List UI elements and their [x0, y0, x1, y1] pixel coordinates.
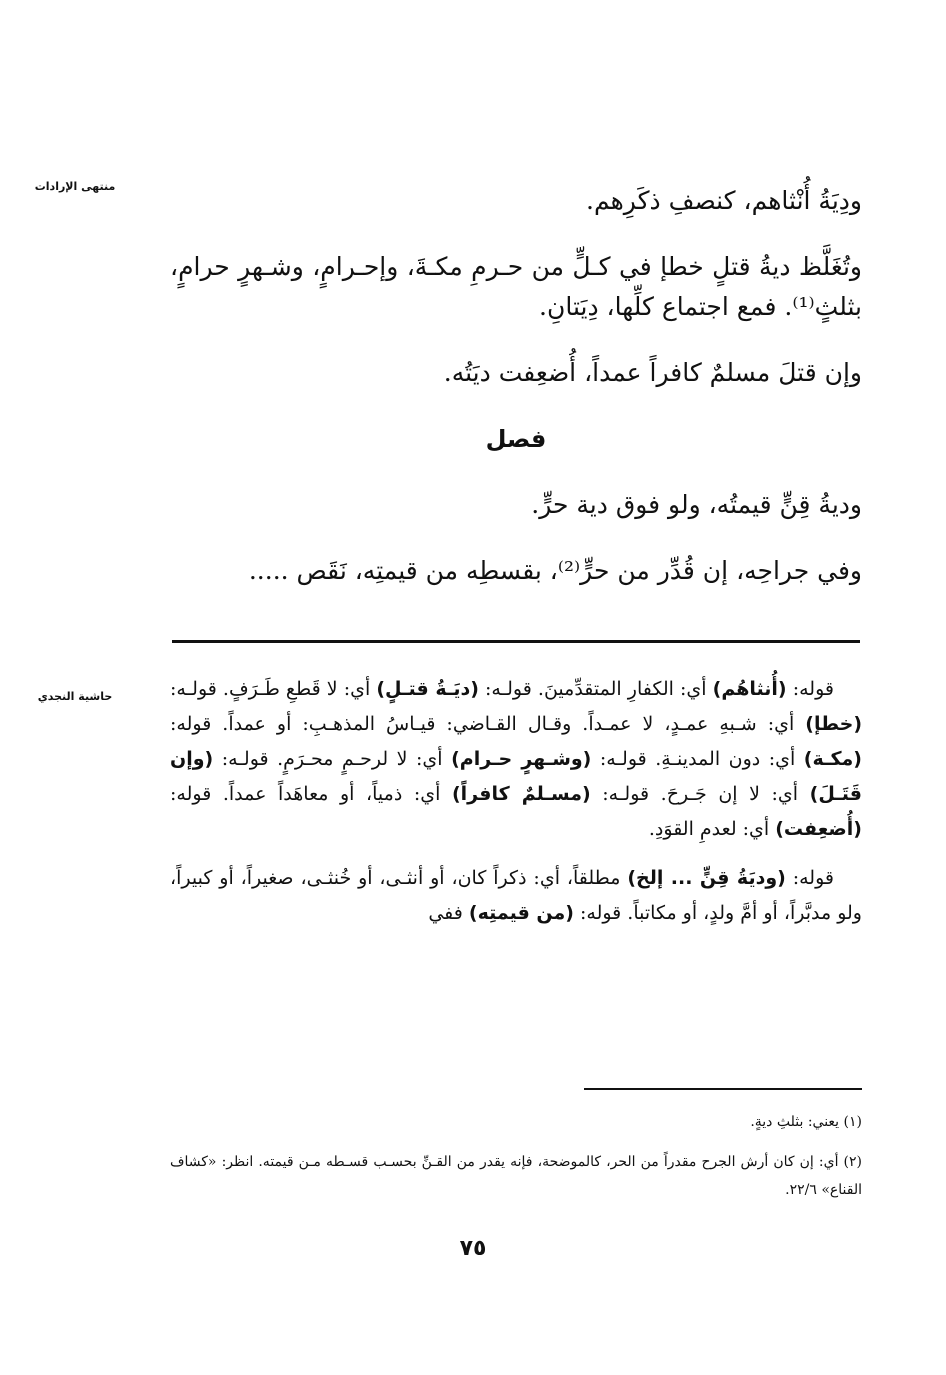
keyword: (مكـة) — [803, 748, 862, 770]
keyword: (وإن قَتَـلَ) — [170, 748, 862, 805]
footnote-rule — [584, 1088, 862, 1090]
footnotes — [170, 1108, 862, 1204]
footnote-1: (١) يعني: بثلثِ ديةٍ. — [750, 1114, 862, 1130]
page-number: ٧٥ — [459, 1236, 487, 1261]
margin-label-commentary: حاشية النجدي — [37, 690, 113, 703]
main-paragraph-2: وتُغَلَّظ ديةُ قتلٍ خطإ في كـلٍّ من حـرمِ مكـةَ، وإحـرامٍ، وشـهرٍ حرامٍ، بثلثٍ⁽¹⁾. فمع اجتماع كلِّها، دِيَتانِ. — [170, 252, 862, 321]
margin-label-main: منتهى الإرادات — [34, 180, 116, 193]
separator-rule — [172, 640, 860, 643]
keyword: (مسـلمٌ كافراً) — [451, 783, 591, 805]
keyword: (من قيمتِه) — [468, 902, 574, 924]
keyword: (أُنثاهُم) — [712, 678, 787, 700]
keyword: (أُضعِفت) — [775, 818, 862, 840]
keyword: (ديَـةُ قتـلٍ) — [376, 678, 479, 700]
keyword: (خطإ) — [805, 713, 862, 735]
main-paragraph-1: ودِيَةُ أُنْثاهم، كنصفِ ذكَرِهم. — [586, 186, 862, 215]
footnote-2: (٢) أي: إن كان أرش الجرح مقدراً من الحر، كالموضحة، فإنه يقدر من القـنِّ بحسـب قسـطه مـن قيمته. انظر: «كشاف القناع» ٢٢/٦. — [170, 1154, 862, 1198]
commentary-paragraph-2: قوله: (وديَةُ قِنٍّ ... إلخ) مطلقاً، أي: ذكراً كان، أو أنثـى، أو خُنثـى، صغيراً، أو كبيراً، ولو مدبَّراً، أو أمَّ ولدٍ، أو مكاتباً. قوله: (من قيمتِه) ففي — [170, 867, 862, 924]
commentary — [170, 672, 862, 931]
commentary-paragraph-1: قوله: (أُنثاهُم) أي: الكفارِ المتقدِّمينَ. قولـه: (ديَـةُ قتـلٍ) أي: لا قَطعِ طَـرَفٍ. قولـه: (خطإ) أي: شـبهِ عمـدٍ، لا عمـداً. وقـال القـاضي: قيـاسُ المذهـبِ: أو عمداً. قوله: (مكـة) أي: دون المدينـةِ. قولـه: (وشـهرٍ حـرام) أي: لا لرحـمٍ محـرَمٍ. قولـه: (وإن قَتَـلَ) أي: لا إن جَـرحَ. قولـه: (مسـلمٌ كافراً) أي: ذمياً، أو معاهَداً عمداً. قوله: (أُضعِفت) أي: لعدمِ القوَدِ. — [170, 678, 862, 840]
main-paragraph-5: وفي جراحِه، إن قُدِّر من حرٍّ⁽²⁾، بقسطِه من قيمتِه، نَقَص ..... — [248, 556, 862, 585]
main-paragraph-3: وإن قتلَ مسلمٌ كافراً عمداً، أُضعِفت ديَتُه. — [443, 358, 862, 387]
main-paragraph-4: وديةُ قِنٍّ قيمتُه، ولو فوق دية حرٍّ. — [531, 490, 862, 519]
keyword: (وشـهرٍ حـرام) — [451, 748, 592, 770]
keyword: (وديَةُ قِنٍّ ... إلخ) — [627, 867, 786, 889]
section-heading: فصل — [485, 425, 547, 453]
main-text — [170, 168, 862, 604]
